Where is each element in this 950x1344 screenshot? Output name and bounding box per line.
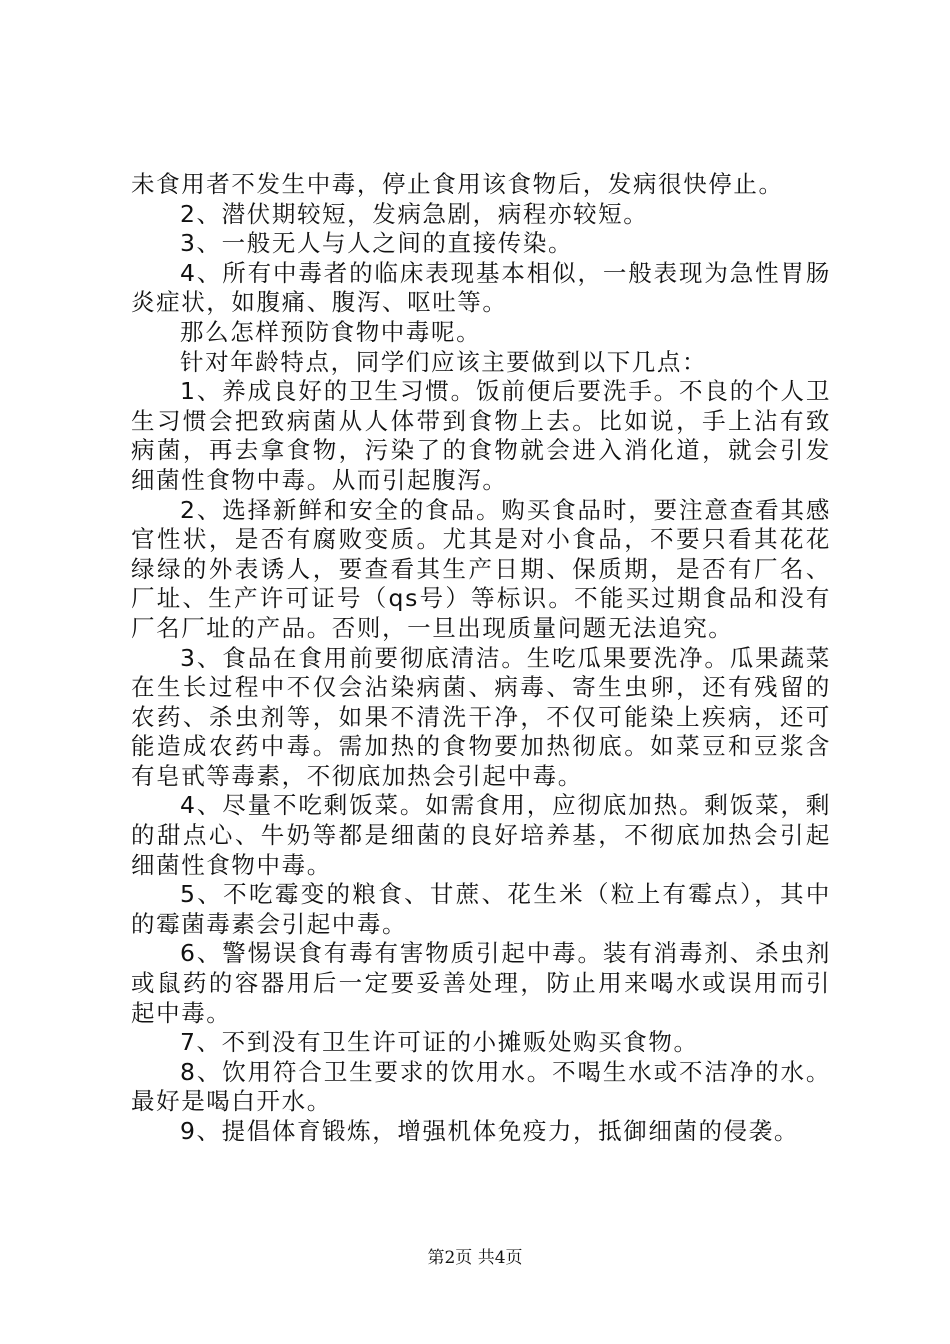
paragraph: 未食用者不发生中毒，停止食用该食物后，发病很快停止。 [131,170,784,198]
paragraph: 针对年龄特点，同学们应该主要做到以下几点： [180,347,708,376]
paragraph: 1、养成良好的卫生习惯。饭前便后要洗手。不良的个人卫生习惯会把致病菌从人体带到食物上去。比如说，手上沾有致病菌，再去拿食物，污染了的食物就会进入消化道，就会引发细菌性食物中毒。从而引起腹泻。 [131,377,831,494]
paragraph: 4、所有中毒者的临床表现基本相似，一般表现为急性胃肠炎症状，如腹痛、腹泻、呕吐等。 [131,258,831,317]
document-body [131,170,831,1147]
paragraph: 2、选择新鲜和安全的食品。购买食品时，要注意查看其感官性状，是否有腐败变质。尤其是对小食品，不要只看其花花绿绿的外表诱人，要查看其生产日期、保质期，是否有厂名、厂址、生产许可证号（qs号）等标识。不能买过期食品和没有厂名厂址的产品。否则，一旦出现质量问题无法追究。 [131,495,831,642]
paragraph: 5、不吃霉变的粮食、甘蔗、花生米（粒上有霉点），其中的霉菌毒素会引起中毒。 [131,880,831,938]
page-footer: 第2页 共4页 [427,1248,523,1268]
paragraph: 3、食品在食用前要彻底清洁。生吃瓜果要洗净。瓜果蔬菜在生长过程中不仅会沾染病菌、病毒、寄生虫卵，还有残留的农药、杀虫剂等，如果不清洗干净，不仅可能染上疾病，还可能造成农药中毒。需加热的食物要加热彻底。如菜豆和豆浆含有皂甙等毒素，不彻底加热会引起中毒。 [131,643,831,790]
paragraph: 9、提倡体育锻炼，增强机体免疫力，抵御细菌的侵袭。 [180,1117,799,1145]
paragraph: 6、警惕误食有毒有害物质引起中毒。装有消毒剂、杀虫剂或鼠药的容器用后一定要妥善处理，防止用来喝水或误用而引起中毒。 [131,939,831,1027]
paragraph: 8、饮用符合卫生要求的饮用水。不喝生水或不洁净的水。最好是喝白开水。 [131,1057,831,1116]
paragraph: 7、不到没有卫生许可证的小摊贩处购买食物。 [180,1028,699,1057]
paragraph: 4、尽量不吃剩饭菜。如需食用，应彻底加热。剩饭菜，剩的甜点心、牛奶等都是细菌的良好培养基，不彻底加热会引起细菌性食物中毒。 [131,791,831,879]
paragraph: 3、一般无人与人之间的直接传染。 [180,229,574,258]
paragraph: 那么怎样预防食物中毒呢。 [180,317,482,346]
paragraph: 2、潜伏期较短，发病急剧，病程亦较短。 [180,199,649,228]
